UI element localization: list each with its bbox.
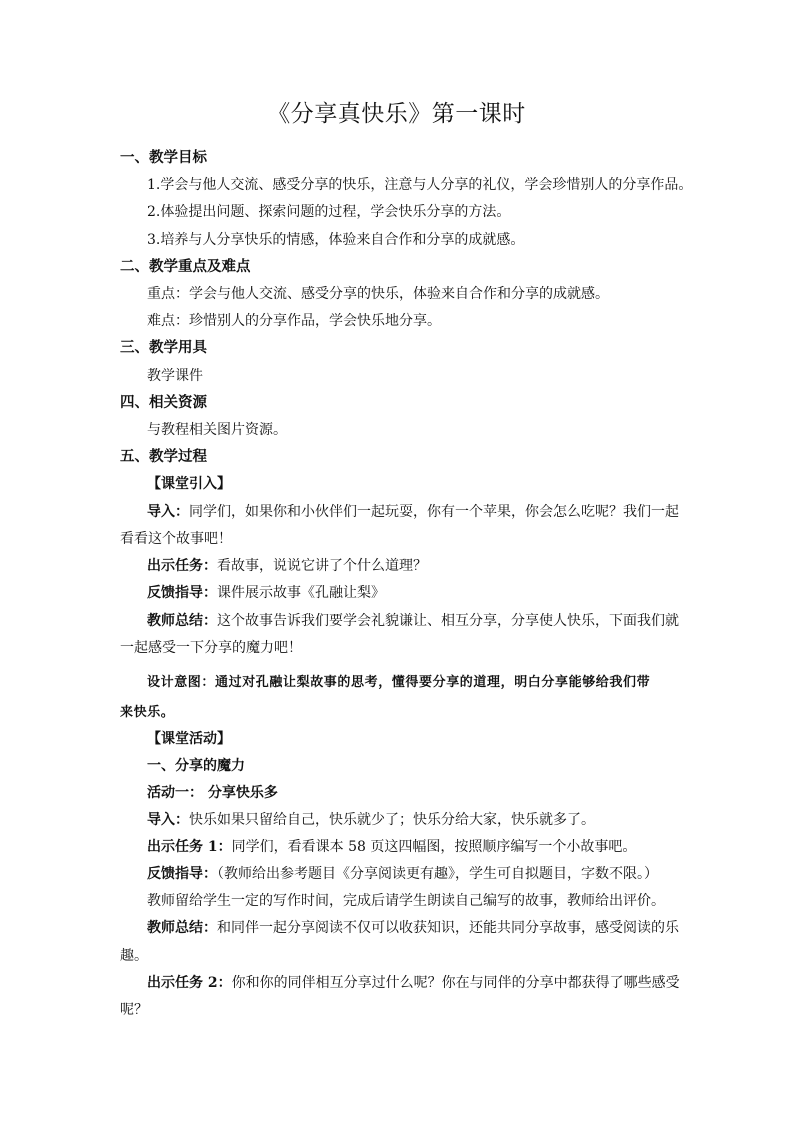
section-heading-tools: 三、教学用具 (120, 339, 207, 356)
activity-feedback-text: （教师给出参考题目《分享阅读更有趣》，学生可自拟题目，字数不限。） (217, 866, 658, 882)
intro-feedback-text: 课件展示故事《孔融让梨》 (217, 585, 385, 601)
activity-feedback-cont: 教师留给学生一定的写作时间，完成后请学生朗读自己编写的故事，教师给出评价。 (147, 893, 665, 909)
activity-task-1-label: 出示任务 1： (147, 839, 232, 855)
key-point-item: 重点：学会与他人交流、感受分享的快乐，体验来自合作和分享的成就感。 (147, 286, 609, 302)
activity-task-2-text: 你和你的同伴相互分享过什么呢？你在与同伴的分享中都获得了哪些感受 (231, 975, 680, 991)
activity-summary-cont: 趣。 (120, 948, 148, 964)
intro-label: 【课堂引入】 (147, 476, 231, 492)
section-heading-key-points: 二、教学重点及难点 (120, 258, 251, 275)
activity-task-2 (147, 973, 680, 993)
resources-item: 与教程相关图片资源。 (147, 422, 287, 438)
intro-task-label: 出示任务： (147, 558, 217, 574)
activity-task-1 (147, 837, 636, 857)
objective-item-3: 3.培养与人分享快乐的情感，体验来自合作和分享的成就感。 (147, 232, 525, 248)
intro-daoru (147, 502, 679, 522)
page-title: 《分享真快乐》第一课时 (267, 101, 526, 127)
intro-summary (147, 611, 679, 631)
activity-task-2-label: 出示任务 2： (147, 975, 232, 991)
tools-item: 教学课件 (147, 368, 203, 384)
intro-task-text: 看故事，说说它讲了个什么道理？ (217, 558, 427, 574)
activity-task-2-cont: 呢？ (120, 1002, 148, 1018)
activity-feedback-label: 反馈指导： (147, 866, 217, 882)
section-heading-process: 五、教学过程 (120, 448, 207, 465)
intro-daoru-label: 导入： (147, 504, 189, 520)
section-heading-objectives: 一、教学目标 (120, 149, 207, 166)
intro-feedback-label: 反馈指导： (147, 585, 217, 601)
intro-summary-text: 这个故事告诉我们要学会礼貌谦让、相互分享，分享使人快乐，下面我们就 (217, 613, 679, 629)
activity-daoru (147, 810, 595, 830)
difficulty-item: 难点：珍惜别人的分享作品，学会快乐地分享。 (147, 313, 441, 329)
activity-task-1-text: 同学们，看看课本 58 页这四幅图，按照顺序编写一个小故事吧。 (231, 839, 637, 855)
design-intent-cont: 来快乐。 (120, 705, 175, 720)
activity-sub-heading: 一、分享的魔力 (147, 758, 245, 774)
activity-daoru-text: 快乐如果只留给自己，快乐就少了；快乐分给大家，快乐就多了。 (189, 812, 595, 828)
intro-summary-cont: 一起感受一下分享的魔力吧！ (120, 640, 302, 656)
design-intent: 设计意图：通过对孔融让梨故事的思考，懂得要分享的道理，明白分享能够给我们带 (147, 675, 651, 690)
intro-daoru-cont: 看看这个故事吧！ (120, 531, 232, 547)
activity-daoru-label: 导入： (147, 812, 189, 828)
activity-label: 【课堂活动】 (147, 731, 231, 747)
activity-summary (147, 918, 679, 938)
section-heading-resources: 四、相关资源 (120, 394, 207, 411)
objective-item-2: 2.体验提出问题、探索问题的过程，学会快乐分享的方法。 (147, 204, 511, 220)
intro-daoru-text: 同学们，如果你和小伙伴们一起玩耍，你有一个苹果，你会怎么吃呢？我们一起 (189, 504, 679, 520)
intro-feedback (147, 583, 385, 603)
activity-summary-text: 和同伴一起分享阅读不仅可以收获知识，还能共同分享故事，感受阅读的乐 (217, 920, 679, 936)
activity-summary-label: 教师总结： (147, 920, 217, 936)
intro-summary-label: 教师总结： (147, 613, 217, 629)
objective-item-1: 1.学会与他人交流、感受分享的快乐，注意与人分享的礼仪，学会珍惜别人的分享作品。 (147, 177, 693, 193)
activity-one-label: 活动一： 分享快乐多 (147, 785, 278, 801)
intro-task (147, 556, 427, 576)
activity-feedback (147, 864, 658, 884)
